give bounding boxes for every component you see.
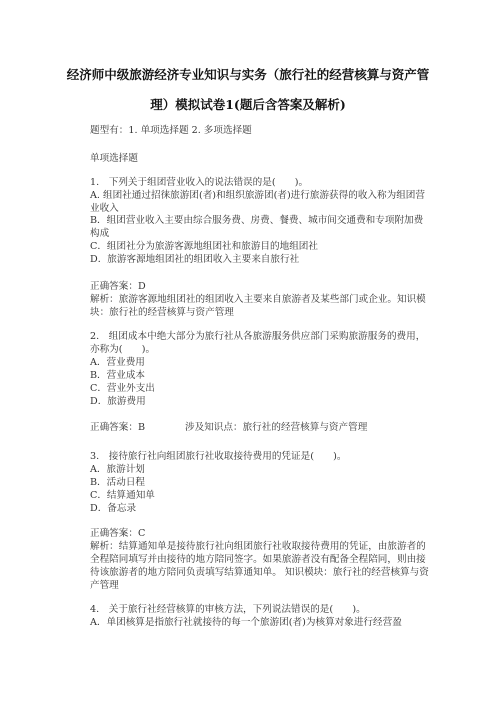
question-4-option-a: A．单团核算是指旅行社就接待的每一个旅游团(者)为核算对象进行经营盈 xyxy=(90,617,402,628)
question-1-answer: 正确答案：D xyxy=(90,281,146,292)
question-2-answer: 正确答案：B xyxy=(90,422,146,433)
question-2-option-b: B．营业成本 xyxy=(90,370,146,381)
question-1-option-a: A. 组团社通过招徕旅游团(者)和组织旅游团(者)进行旅游获得的收入称为组团营业收入 xyxy=(90,190,425,214)
question-2-knowledge: 涉及知识点：旅行社的经营核算与资产管理 xyxy=(185,422,368,433)
question-3-answer: 正确答案：C xyxy=(90,528,146,539)
document-title-line-1: 经济师中级旅游经济专业知识与实务（旅行社的经营核算与资产管 xyxy=(66,67,430,82)
question-2-option-c: C．营业外支出 xyxy=(90,383,155,394)
question-2-option-d: D．旅游费用 xyxy=(90,396,146,407)
section-heading: 单项选择题 xyxy=(90,153,138,164)
question-3-stem: 3. 接待旅行社向组团旅行社收取接待费用的凭证是( )。 xyxy=(90,451,347,462)
question-1-option-c: C．组团社分为旅游客源地组团社和旅游目的地组团社 xyxy=(90,241,318,252)
document-title-line-2: 理）模拟试卷1(题后含答案及解析) xyxy=(150,97,346,112)
question-3-option-b: B．活动日程 xyxy=(90,477,146,488)
question-4-stem: 4. 关于旅行社经营核算的审核方法，下列说法错误的是( )。 xyxy=(90,604,366,615)
question-3-option-a: A．旅游计划 xyxy=(90,464,145,475)
question-3-option-d: D．备忘录 xyxy=(90,503,137,514)
question-3-analysis: 解析：结算通知单是接待旅行社向组团旅行社收取接待费用的凭证，由旅游者的全程陪同填写并由接待的地方陪同签字。如果旅游者没有配备全程陪同，则由接待该旅游者的地方陪同负责填写结算通知单。 知识模块：旅行社的经营核算与资产管理 xyxy=(90,541,429,591)
question-2-stem: 2. 组团成本中绝大部分为旅行社从各旅游服务供应部门采购旅游服务的费用，亦称为( )。 xyxy=(90,331,426,355)
question-1-option-d: D．旅游客源地组团社的组团收入主要来自旅行社 xyxy=(90,254,300,265)
question-2-answer-row xyxy=(90,421,430,434)
question-1-analysis: 解析：旅游客源地组团社的组团收入主要来自旅游者及某些部门或企业。知识模块：旅行社的经营核算与资产管理 xyxy=(90,294,426,318)
question-3-option-c: C．结算通知单 xyxy=(90,490,155,501)
question-types: 题型有：1. 单项选择题 2. 多项选择题 xyxy=(90,125,252,136)
question-1-stem: 1. 下列关于组团营业收入的说法错误的是( )。 xyxy=(90,177,309,188)
question-1-option-b: B．组团营业收入主要由综合服务费、房费、餐费、城市间交通费和专项附加费构成 xyxy=(90,215,424,239)
question-2-option-a: A．营业费用 xyxy=(90,357,145,368)
